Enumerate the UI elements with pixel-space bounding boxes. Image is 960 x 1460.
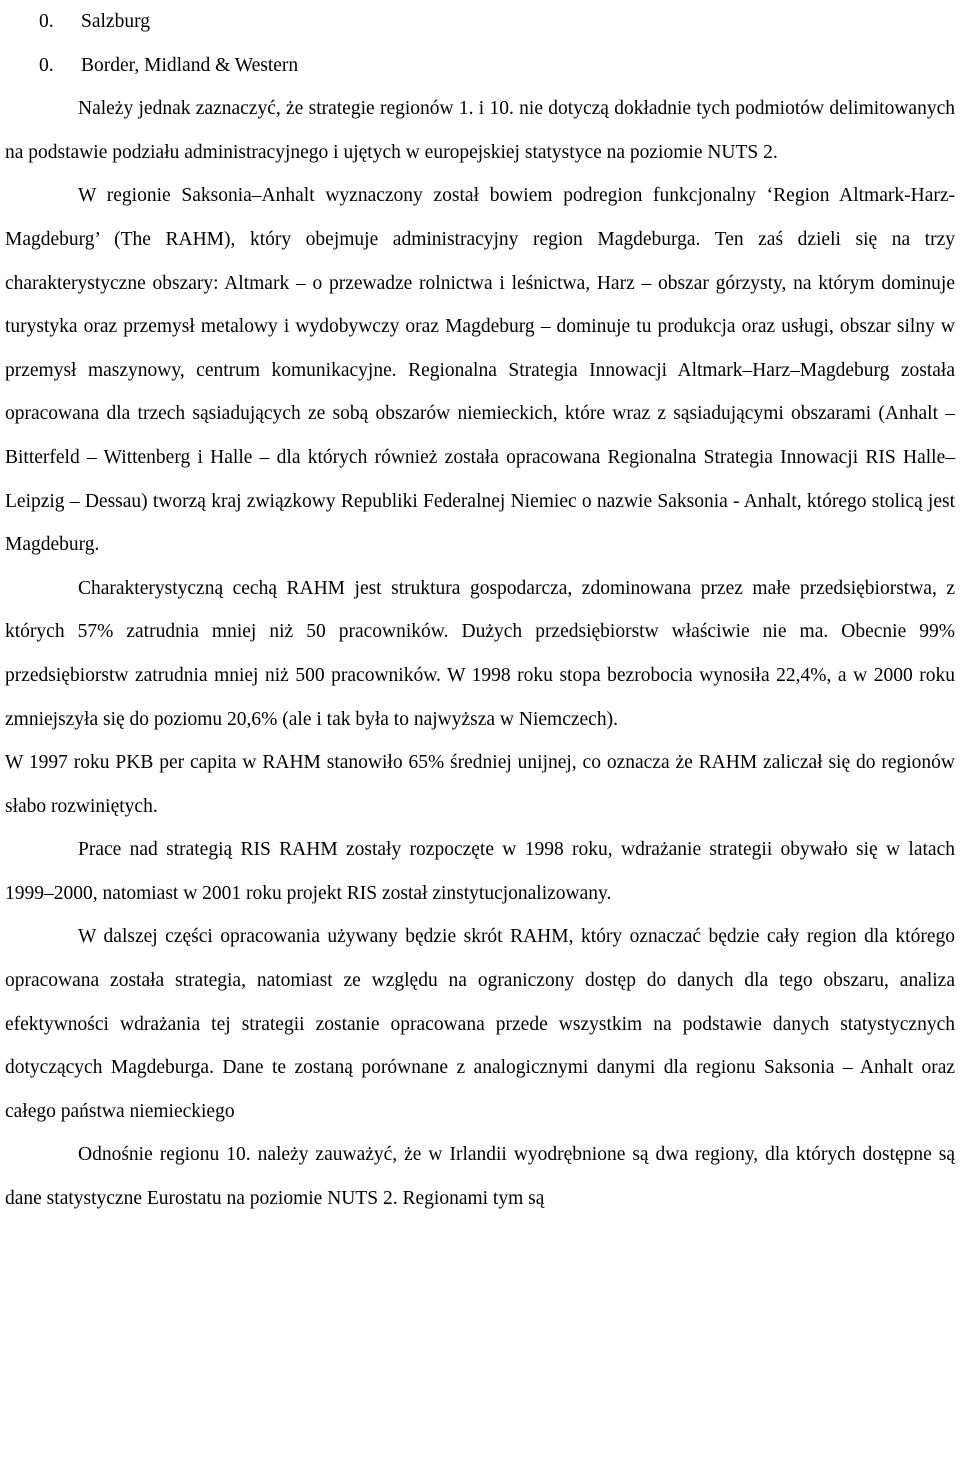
list-number: 0. bbox=[39, 54, 54, 76]
list-text: Border, Midland & Western bbox=[81, 54, 299, 76]
list-text: Salzburg bbox=[81, 11, 150, 32]
list-number: 0. bbox=[39, 11, 54, 32]
paragraph: W regionie Saksonia–Anhalt wyznaczony został bowiem podregion funkcjonalny ‘Region Altmark-Harz-Magdeburg’ (The RAHM), który obejmuje administracyjny region Magdeburga. Ten zaś dzieli się na trzy charakterystyczne obszary: Altmark – o przewadze rolnictwa i leśnictwa, Harz – obszar górzysty, na którym dominuje turystyka oraz przemysł metalowy i wydobywczy oraz Magdeburg – dominuje tu produkcja oraz usługi, obszar silny w przemysł maszynowy, centrum komunikacyjne. Regionalna Strategia Innowacji Altmark–Harz–Magdeburg została opracowana dla trzech sąsiadujących ze sobą obszarów niemieckich, które wraz z sąsiadującymi obszarami (Anhalt – Bitterfeld – Wittenberg i Halle – dla których również została opracowana Regionalna Strategia Innowacji RIS Halle–Leipzig – Dessau) tworzą kraj związkowy Republiki Federalnej Niemiec o nazwie Saksonia - Anhalt, którego stolicą jest Magdeburg. bbox=[5, 185, 955, 556]
paragraph: Odnośnie regionu 10. należy zauważyć, że w Irlandii wyodrębnione są dwa regiony, dla których dostępne są dane statystyczne Eurostatu na poziomie NUTS 2. Regionami tym są bbox=[5, 1144, 955, 1210]
document-page bbox=[5, 0, 955, 1221]
paragraph: W 1997 roku PKB per capita w RAHM stanowiło 65% średniej unijnej, co oznacza że RAHM zaliczał się do regionów słabo rozwiniętych. bbox=[5, 752, 955, 817]
list-item bbox=[5, 44, 955, 88]
paragraph: Należy jednak zaznaczyć, że strategie regionów 1. i 10. nie dotyczą dokładnie tych podmiotów delimitowanych na podstawie podziału administracyjnego i ujętych w europejskiej statystyce na poziomie NUTS 2. bbox=[5, 98, 955, 163]
paragraph: Charakterystyczną cechą RAHM jest struktura gospodarcza, zdominowana przez małe przedsiębiorstwa, z których 57% zatrudnia mniej niż 50 pracowników. Dużych przedsiębiorstw właściwie nie ma. Obecnie 99% przedsiębiorstw zatrudnia mniej niż 500 pracowników. W 1998 roku stopa bezrobocia wynosiła 22,4%, a w 2000 roku zmniejszyła się do poziomu 20,6% (ale i tak była to najwyższa w Niemczech). bbox=[5, 577, 955, 730]
list-item bbox=[5, 0, 955, 44]
paragraph: Prace nad strategią RIS RAHM zostały rozpoczęte w 1998 roku, wdrażanie strategii obywało się w latach 1999–2000, natomiast w 2001 roku projekt RIS został zinstytucjonalizowany. bbox=[5, 839, 955, 904]
paragraph: W dalszej części opracowania używany będzie skrót RAHM, który oznaczać będzie cały region dla którego opracowana została strategia, natomiast ze względu na ograniczony dostęp do danych dla tego obszaru, analiza efektywności wdrażania tej strategii zostanie opracowana przede wszystkim na podstawie danych statystycznych dotyczących Magdeburga. Dane te zostaną porównane z analogicznymi danymi dla regionu Saksonia – Anhalt oraz całego państwa niemieckiego bbox=[5, 926, 955, 1122]
